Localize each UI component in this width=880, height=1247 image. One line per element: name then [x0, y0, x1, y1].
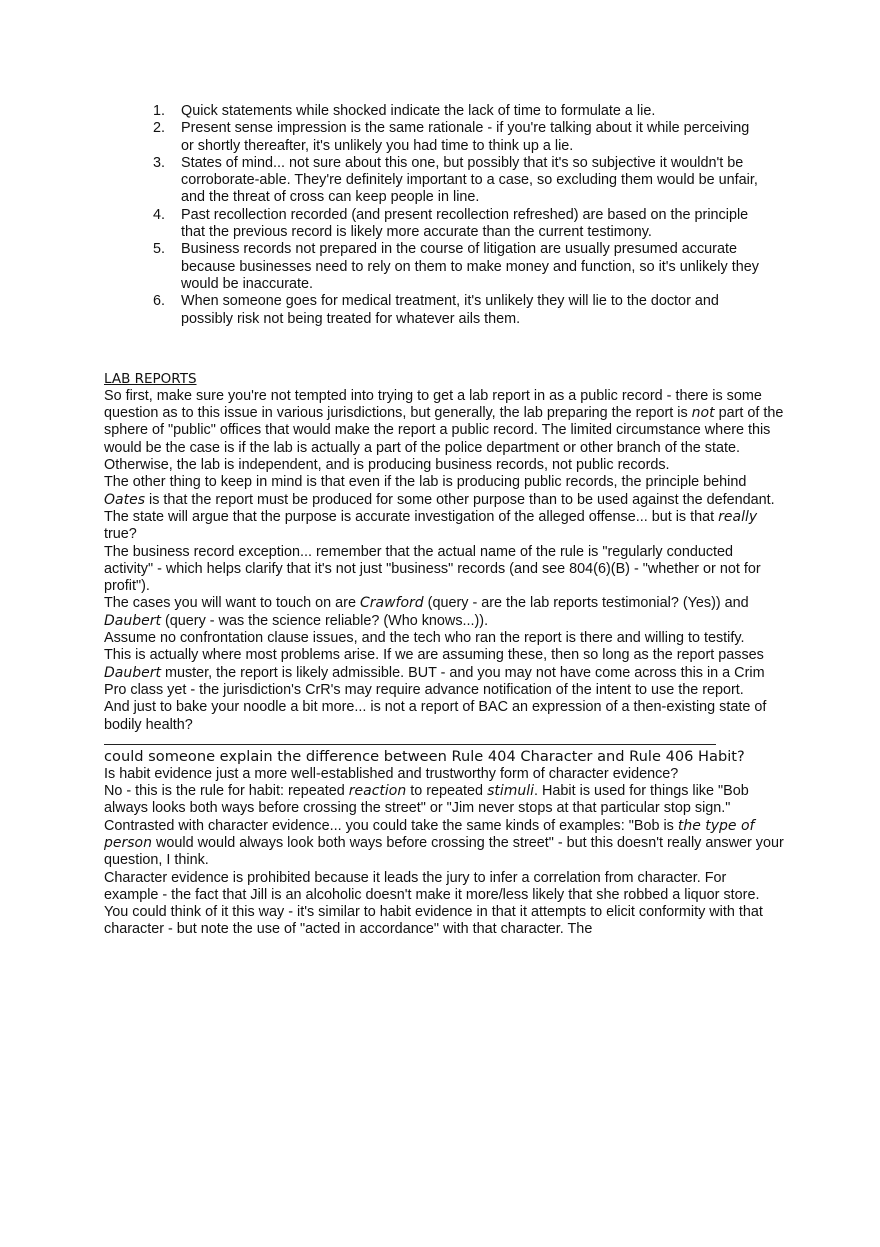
- lab-paragraph-6: This is actually where most problems arise. If we are assuming these, then so long as the report passes Daubert muster, the report is likely admissible. BUT - and you may not have come across this in a Crim Pro class yet - the jurisdiction's CrR's may require advance notification of the intent to use the report.: [104, 647, 765, 698]
- list-item: [153, 120, 761, 155]
- lab-paragraph-3: The business record exception... remember that the actual name of the rule is "regularly conducted activity" - which helps clarify that it's not just "business" records (and see 804(6)(B) - "whether or not for profit").: [104, 543, 761, 595]
- list-item-text: States of mind... not sure about this one, but possibly that it's so subjective it wouldn't be corroborate-able. They're definitely important to a case, so excluding them would be unfair, and the threat of cross can keep people in line.: [181, 154, 758, 206]
- document-body: [104, 103, 784, 939]
- habit-paragraph-4: Character evidence is prohibited because it leads the jury to infer a correlation from character. For example - the fact that Jill is an alcoholic doesn't make it more/less likely that she robbed a liquor store. You could think of it this way - it's similar to habit evidence in that it attempts to elicit conformity with that character - but note the use of "acted in accordance" with that character. The: [104, 869, 763, 938]
- list-item-number: 5.: [153, 241, 166, 258]
- habit-question-heading: could someone explain the difference between Rule 404 Character and Rule 406 Habit?: [104, 747, 745, 765]
- list-item-number: 6.: [153, 293, 166, 310]
- list-item-text: Business records not prepared in the course of litigation are usually presumed accurate because businesses need to rely on them to make money and function, so it's unlikely they would be inaccurate.: [181, 241, 759, 292]
- list-item-number: 4.: [153, 206, 166, 223]
- list-item-text: Quick statements while shocked indicate the lack of time to formulate a lie.: [181, 103, 656, 119]
- list-item: [153, 103, 761, 120]
- list-item: [153, 206, 761, 242]
- lab-reports-heading: LAB REPORTS: [104, 370, 197, 387]
- habit-paragraph-3: Contrasted with character evidence... you could take the same kinds of examples: "Bob is the type of person would would always look both ways before crossing the street" - but this doesn't really answer your question, I think.: [104, 817, 784, 869]
- lab-paragraph-4: The cases you will want to touch on are Crawford (query - are the lab reports testimonial? (Yes)) and Daubert (query - was the science reliable? (Who knows...)).: [104, 595, 749, 629]
- lab-paragraph-5: Assume no confrontation clause issues, and the tech who ran the report is there and willing to testify.: [104, 630, 745, 647]
- list-item-number: 3.: [153, 154, 166, 171]
- list-item: [153, 241, 761, 293]
- lab-paragraph-7: And just to bake your noodle a bit more... is not a report of BAC an expression of a then-existing state of bodily health?: [104, 699, 767, 733]
- habit-paragraph-1: Is habit evidence just a more well-established and trustworthy form of character evidence?: [104, 765, 679, 782]
- lab-paragraph-1: So first, make sure you're not tempted into trying to get a lab report in as a public record - there is some question as to this issue in various jurisdictions, but generally, the lab preparing the report is not part of the sphere of "public" offices that would make the report a public record. The limited circumstance where this would be the case is if the lab is actually a part of the police department or other branch of the state. Otherwise, the lab is independent, and is producing business records, not public records.: [104, 387, 784, 474]
- lab-paragraph-2: The other thing to keep in mind is that even if the lab is producing public records, the principle behind Oates is that the report must be produced for some other purpose than to be used against the defendant. The state will argue that the purpose is accurate investigation of the alleged offense... but is that really true?: [104, 474, 775, 543]
- hearsay-rationale-list: [104, 103, 784, 328]
- list-item: [153, 154, 761, 207]
- habit-paragraph-2: No - this is the rule for habit: repeated reaction to repeated stimuli. Habit is used for things like "Bob always looks both ways before crossing the street" or "Jim never stops at that particular stop sign.": [104, 783, 749, 817]
- list-item: [153, 293, 761, 328]
- list-item-number: 2.: [153, 120, 166, 137]
- list-item-text: Present sense impression is the same rationale - if you're talking about it while perceiving or shortly thereafter, it's unlikely you had time to think up a lie.: [181, 120, 750, 154]
- list-item-text: When someone goes for medical treatment, it's unlikely they will lie to the doctor and possibly risk not being treated for whatever ails them.: [181, 293, 719, 327]
- list-item-number: 1.: [153, 103, 166, 119]
- section-divider: [104, 744, 716, 745]
- list-item-text: Past recollection recorded (and present recollection refreshed) are based on the principle that the previous record is likely more accurate than the current testimony.: [181, 206, 749, 241]
